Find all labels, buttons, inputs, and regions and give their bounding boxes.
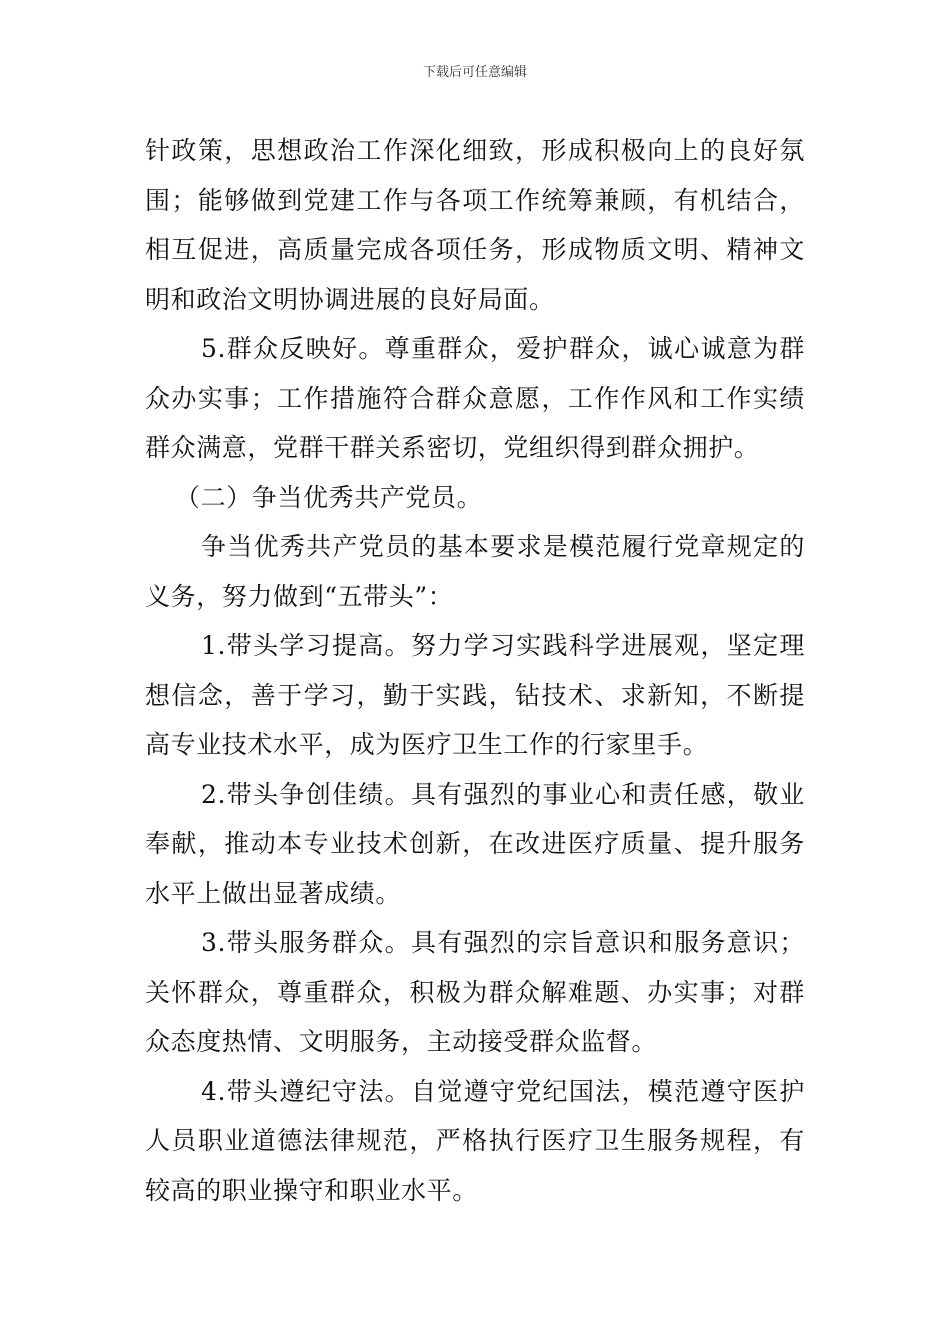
section-heading: （二）争当优秀共产党员。 <box>175 482 483 512</box>
document-body <box>145 126 805 1215</box>
paragraph-item-3: 3.带头服务群众。具有强烈的宗旨意识和服务意识；关怀群众，尊重群众，积极为群众解难题、办实事；对群众态度热情、文明服务，主动接受群众监督。 <box>145 928 805 1056</box>
paragraph-item-5: 5.群众反映好。尊重群众，爱护群众，诚心诚意为群众办实事；工作措施符合群众意愿，工作作风和工作实绩群众满意，党群干群关系密切，党组织得到群众拥护。 <box>145 334 805 462</box>
paragraph-item-4: 4.带头遵纪守法。自觉遵守党纪国法，模范遵守医护人员职业道德法律规范，严格执行医疗卫生服务规程，有较高的职业操守和职业水平。 <box>145 1076 805 1205</box>
paragraph-item-2: 2.带头争创佳绩。具有强烈的事业心和责任感，敬业奉献，推动本专业技术创新，在改进医疗质量、提升服务水平上做出显著成绩。 <box>145 779 805 908</box>
paragraph-continuation: 针政策，思想政治工作深化细致，形成积极向上的良好氛围；能够做到党建工作与各项工作统筹兼顾，有机结合，相互促进，高质量完成各项任务，形成物质文明、精神文明和政治文明协调进展的良好局面。 <box>145 136 805 314</box>
paragraph-item-1: 1.带头学习提高。努力学习实践科学进展观，坚定理想信念，善于学习，勤于实践，钻技术、求新知，不断提高专业技术水平，成为医疗卫生工作的行家里手。 <box>145 631 805 759</box>
paragraph-intro: 争当优秀共产党员的基本要求是模范履行党章规定的义务，努力做到“五带头”： <box>145 532 805 611</box>
page-header-note: 下载后可任意编辑 <box>422 65 527 80</box>
